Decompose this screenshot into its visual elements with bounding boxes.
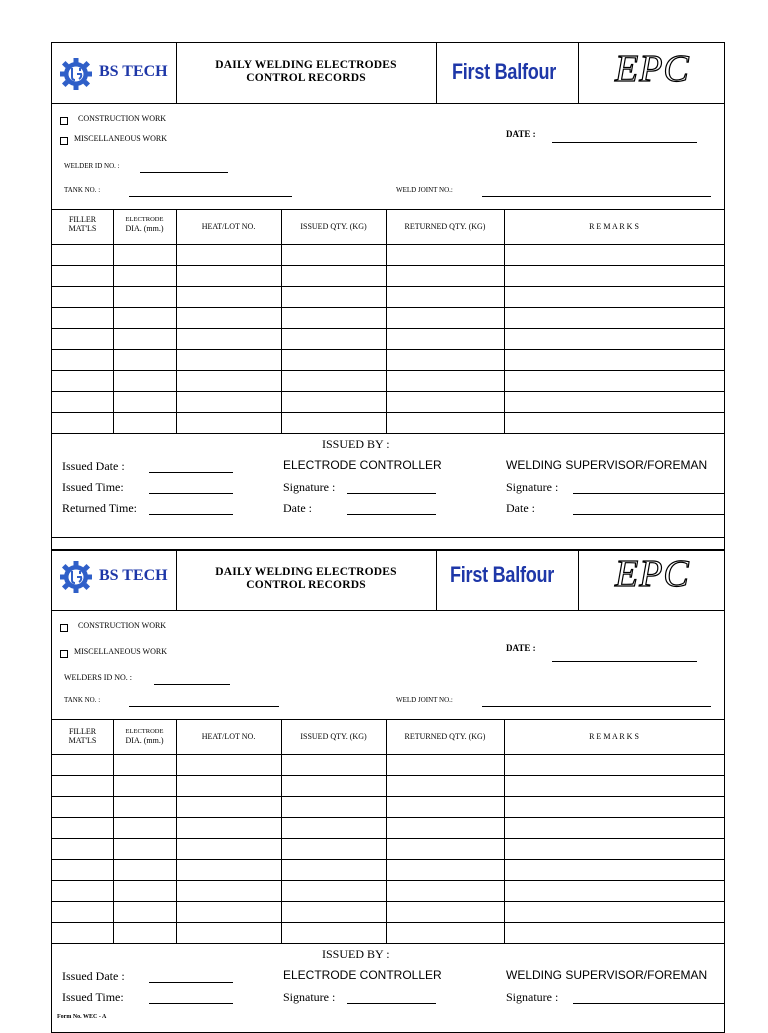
welding-supervisor-label: WELDING SUPERVISOR/FOREMAN: [506, 458, 708, 472]
logo-text: BS TECH: [99, 567, 168, 584]
weld-joint-label: WELD JOINT NO.:: [396, 186, 453, 194]
gear-icon: [58, 57, 94, 91]
col-filler-header: FILLER MAT'LS: [68, 215, 97, 233]
form-2: [51, 549, 725, 1033]
supervisor-date-label: Date :: [506, 501, 535, 515]
construction-work-label: CONSTRUCTION WORK: [78, 621, 167, 630]
supervisor-signature-label: Signature :: [506, 990, 559, 1004]
col-electrode-header: ELECTRODE DIA. (mm.): [125, 216, 164, 233]
controller-date-field[interactable]: [347, 514, 436, 515]
supervisor-signature-field[interactable]: [573, 493, 724, 494]
col-remarks-header: R E M A R K S: [589, 222, 639, 231]
welding-supervisor-label: WELDING SUPERVISOR/FOREMAN: [506, 968, 708, 982]
tank-no-field[interactable]: [129, 196, 292, 197]
first-balfour-logo: First Balfour: [450, 562, 555, 587]
col-heat-lot-header: HEAT/LOT NO.: [201, 732, 256, 741]
issued-time-field[interactable]: [149, 493, 233, 494]
date-label: DATE :: [506, 643, 536, 653]
bs-tech-logo: [58, 560, 94, 599]
date-label: DATE :: [506, 129, 536, 139]
issued-date-field[interactable]: [149, 472, 233, 473]
construction-work-label: CONSTRUCTION WORK: [78, 114, 167, 123]
tank-no-label: TANK NO. :: [64, 186, 101, 194]
title-line-1: DAILY WELDING ELECTRODES: [215, 566, 397, 578]
supervisor-signature-label: Signature :: [506, 480, 559, 494]
weld-joint-field[interactable]: [482, 196, 711, 197]
issued-date-label: Issued Date :: [62, 459, 125, 473]
issued-time-label: Issued Time:: [62, 480, 124, 494]
issued-by-title: ISSUED BY :: [322, 947, 390, 961]
header-divider: [52, 103, 724, 104]
miscellaneous-work-checkbox[interactable]: [60, 650, 68, 658]
logo-text: BS TECH: [99, 63, 168, 80]
controller-signature-label: Signature :: [283, 990, 336, 1004]
col-heat-lot-header: HEAT/LOT NO.: [201, 222, 256, 231]
controller-signature-field[interactable]: [347, 493, 436, 494]
controller-signature-label: Signature :: [283, 480, 336, 494]
col-issued-qty-header: ISSUED QTY. (KG): [300, 222, 367, 231]
tank-no-label: TANK NO. :: [64, 696, 101, 704]
issued-time-label: Issued Time:: [62, 990, 124, 1004]
weld-joint-field[interactable]: [482, 706, 711, 707]
gear-icon: [58, 560, 94, 594]
returned-time-field[interactable]: [149, 514, 233, 515]
issued-date-field[interactable]: [149, 982, 233, 983]
col-returned-qty-header: RETURNED QTY. (KG): [404, 222, 486, 231]
welder-id-label: WELDER ID NO. :: [64, 162, 120, 170]
issued-date-label: Issued Date :: [62, 969, 125, 983]
form-number: Form No. WEC - A: [57, 1014, 107, 1020]
controller-signature-field[interactable]: [347, 1003, 436, 1004]
title-line-2: CONTROL RECORDS: [246, 579, 366, 591]
electrode-controller-label: ELECTRODE CONTROLLER: [283, 968, 442, 982]
col-electrode-header: ELECTRODE DIA. (mm.): [125, 728, 164, 745]
issued-by-title: ISSUED BY :: [322, 437, 390, 451]
tank-no-field[interactable]: [129, 706, 279, 707]
construction-work-checkbox[interactable]: [60, 624, 68, 632]
col-filler-header: FILLER MAT'LS: [68, 727, 97, 745]
form-1: [51, 42, 725, 551]
welder-id-field[interactable]: [140, 172, 228, 173]
construction-work-checkbox[interactable]: [60, 117, 68, 125]
bs-tech-logo: [58, 57, 94, 96]
returned-time-label: Returned Time:: [62, 501, 138, 515]
form-title: [176, 59, 436, 85]
supervisor-date-field[interactable]: [573, 514, 724, 515]
welders-id-field[interactable]: [154, 684, 230, 685]
epc-logo: EPC: [615, 48, 690, 90]
epc-logo: EPC: [615, 553, 690, 595]
electrode-controller-label: ELECTRODE CONTROLLER: [283, 458, 442, 472]
title-line-1: DAILY WELDING ELECTRODES: [215, 59, 397, 71]
welders-id-label: WELDERS ID NO. :: [64, 673, 132, 682]
col-issued-qty-header: ISSUED QTY. (KG): [300, 732, 367, 741]
weld-joint-label: WELD JOINT NO.:: [396, 696, 453, 704]
form-title: [176, 566, 436, 592]
title-line-2: CONTROL RECORDS: [246, 72, 366, 84]
supervisor-signature-field[interactable]: [573, 1003, 724, 1004]
date-field[interactable]: [552, 661, 697, 662]
issued-time-field[interactable]: [149, 1003, 233, 1004]
col-remarks-header: R E M A R K S: [589, 732, 639, 741]
miscellaneous-work-checkbox[interactable]: [60, 137, 68, 145]
date-field[interactable]: [552, 142, 697, 143]
miscellaneous-work-label: MISCELLANEOUS WORK: [74, 134, 167, 143]
controller-date-label: Date :: [283, 501, 312, 515]
col-returned-qty-header: RETURNED QTY. (KG): [404, 732, 486, 741]
miscellaneous-work-label: MISCELLANEOUS WORK: [74, 647, 167, 656]
first-balfour-logo: First Balfour: [452, 59, 557, 84]
